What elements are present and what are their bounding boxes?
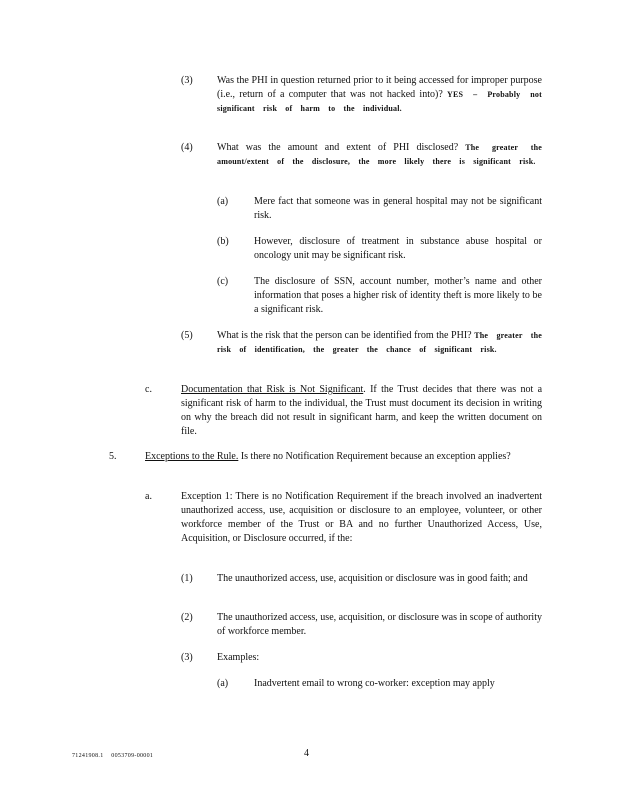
page-number: 4	[304, 748, 309, 759]
item-label: (3)	[181, 75, 193, 86]
paragraph-q4b: However, disclosure of treatment in substance abuse hospital or oncology unit may be significant risk.	[254, 236, 542, 261]
paragraph-a3a: Inadvertent email to wrong co-worker: exception may apply	[254, 678, 495, 689]
paragraph-q4a: Mere fact that someone was in general hospital may not be significant risk.	[254, 196, 542, 221]
paragraph-c	[181, 383, 542, 439]
paragraph-q5	[217, 329, 542, 357]
section-heading: Exceptions to the Rule.	[145, 451, 239, 462]
paragraph-a: Exception 1: There is no Notification Requirement if the breach involved an inadvertent unauthorized access, use, acquisition or disclosure to an employee, volunteer, or other workforce member of the Trust or BA and no further Unauthorized Access, Use, Acquisition, or Disclosure occurred, if the:	[181, 491, 542, 544]
item-label: (a)	[217, 678, 229, 689]
paragraph-text: . If the Trust decides that there was not a significant risk of harm to the individual, the Trust must document its decision in writing on why the breach did not result in significant harm, and keep the written document on file.	[181, 384, 543, 437]
item-label: (2)	[181, 612, 193, 623]
paragraph-text: Is there no Notification Requirement because an exception applies?	[238, 451, 511, 462]
item-label: (3)	[181, 652, 193, 663]
paragraph-note: The greater the amount/extent of the disclosure, the more likely there is significant risk.	[217, 143, 542, 166]
item-label: c.	[145, 384, 152, 395]
paragraph-q4	[217, 141, 542, 169]
paragraph-text: What was the amount and extent of PHI disclosed?	[217, 142, 459, 153]
paragraph-q3	[217, 74, 542, 116]
document-id: 71241908.1 0053709-00001	[72, 753, 154, 759]
section-heading: Documentation that Risk is Not Significant	[181, 384, 364, 395]
item-label: (c)	[217, 276, 229, 287]
paragraph-a3: Examples:	[217, 652, 260, 663]
item-label: (5)	[181, 330, 193, 341]
item-label: (1)	[181, 573, 193, 584]
section-number: 5.	[109, 451, 117, 462]
paragraph-text: Was the PHI in question returned prior to it being accessed for improper purpose (i.e., return of a computer that was not hacked into)?	[217, 75, 542, 100]
paragraph-a1: The unauthorized access, use, acquisition or disclosure was in good faith; and	[217, 573, 528, 584]
item-label: (a)	[217, 196, 229, 207]
paragraph-s5	[145, 450, 542, 464]
item-label: (b)	[217, 236, 229, 247]
paragraph-note: The greater the risk of identification, the greater the chance of significant risk.	[217, 331, 543, 354]
paragraph-a2: The unauthorized access, use, acquisition, or disclosure was in scope of authority of workforce member.	[217, 612, 542, 637]
item-label: (4)	[181, 142, 193, 153]
paragraph-note: YES – Probably not significant risk of harm to the individual.	[217, 90, 542, 113]
paragraph-text: What is the risk that the person can be identified from the PHI?	[217, 330, 472, 341]
paragraph-q4c: The disclosure of SSN, account number, mother’s name and other information that poses a higher risk of identity theft is more likely to be a significant risk.	[254, 276, 542, 315]
item-label: a.	[145, 491, 152, 502]
